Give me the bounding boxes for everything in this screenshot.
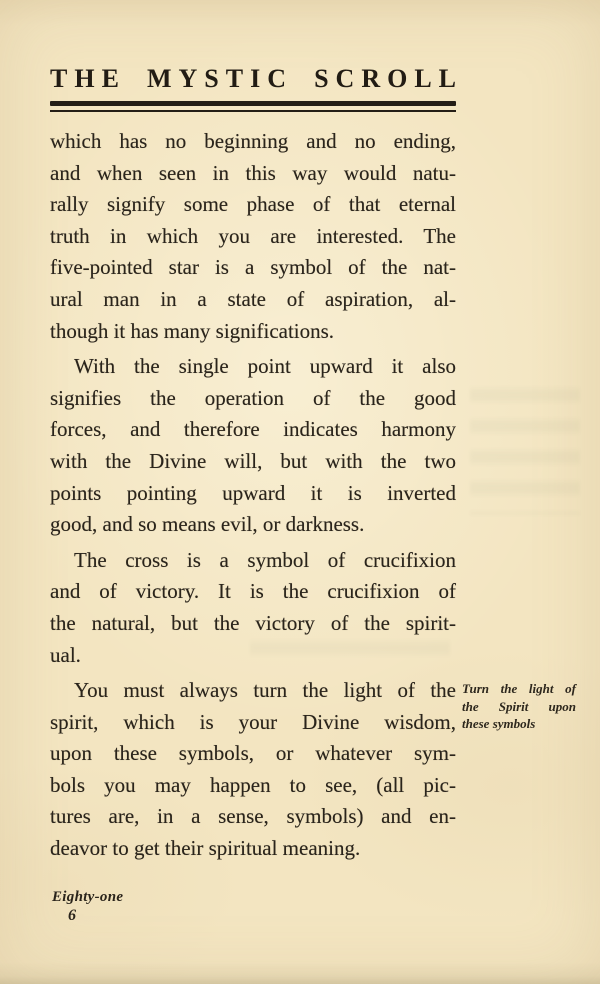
signature-number: 6 bbox=[68, 907, 76, 924]
margin-note bbox=[462, 680, 576, 733]
page-footer bbox=[52, 889, 123, 925]
margin-note-line: Turn the light of bbox=[462, 681, 576, 696]
page-header bbox=[50, 64, 463, 112]
bleed-through-ghost bbox=[470, 385, 580, 515]
body-line: five-pointed star is a symbol of the nat- bbox=[50, 255, 456, 280]
body-line: and when seen in this way would natu- bbox=[50, 160, 456, 185]
body-line: the natural, but the victory of the spirit- bbox=[50, 610, 456, 635]
folio-label: Eighty-one bbox=[52, 889, 124, 905]
body-line: which has no beginning and no ending, bbox=[50, 129, 456, 153]
margin-note-line: these symbols bbox=[462, 716, 536, 731]
title-rule-thin bbox=[50, 110, 456, 112]
paragraph-1 bbox=[50, 126, 456, 347]
title-rule-thick bbox=[50, 101, 456, 106]
body-line: signifies the operation of the good bbox=[50, 385, 456, 410]
body-line: though it has many significations. bbox=[50, 318, 335, 343]
body-line: forces, and therefore indicates harmony bbox=[50, 417, 456, 442]
body-line: ual. bbox=[50, 642, 81, 667]
body-line: ural man in a state of aspiration, al- bbox=[50, 286, 456, 311]
body-line: spirit, which is your Divine wisdom, bbox=[50, 709, 456, 734]
paragraph-2 bbox=[50, 351, 456, 541]
body-line: The cross is a symbol of crucifixion bbox=[74, 547, 456, 572]
body-line: points pointing upward it is inverted bbox=[50, 480, 456, 505]
paragraph-3 bbox=[50, 545, 456, 671]
body-line: deavor to get their spiritual meaning. bbox=[50, 836, 361, 861]
margin-note-line: the Spirit upon bbox=[462, 698, 576, 714]
body-line: truth in which you are interested. The bbox=[50, 223, 456, 248]
body-line: upon these symbols, or whatever sym- bbox=[50, 741, 456, 766]
body-line: tures are, in a sense, symbols) and en- bbox=[50, 804, 456, 829]
body-line: bols you may happen to see, (all pic- bbox=[50, 772, 456, 797]
body-line: You must always turn the light of the bbox=[74, 678, 456, 703]
body-line: good, and so means evil, or darkness. bbox=[50, 512, 365, 537]
body-line: and of victory. It is the crucifixion of bbox=[50, 579, 456, 604]
body-line: With the single point upward it also bbox=[74, 354, 456, 379]
body-text bbox=[50, 126, 456, 865]
body-line: rally signify some phase of that eternal bbox=[50, 192, 456, 217]
paragraph-4 bbox=[50, 675, 456, 865]
body-line: with the Divine will, but with the two bbox=[50, 448, 456, 473]
page-title: THE MYSTIC SCROLL bbox=[50, 64, 463, 93]
